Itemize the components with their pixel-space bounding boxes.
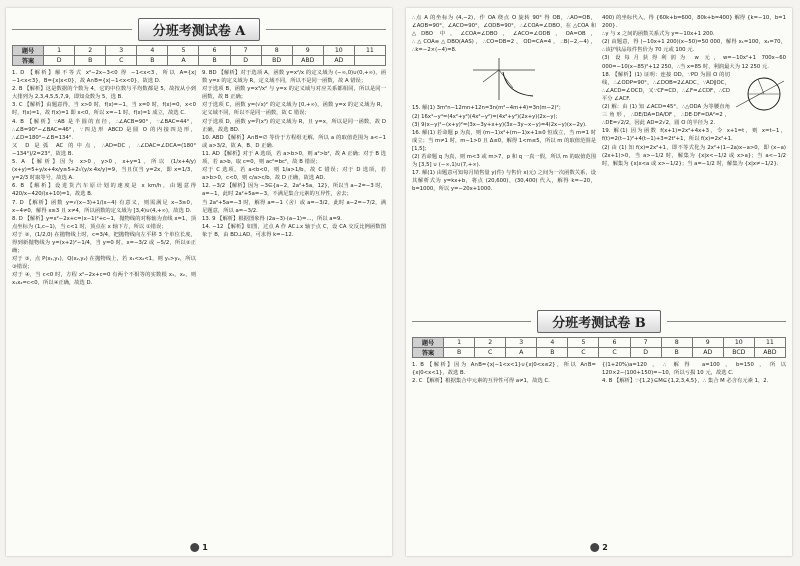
solution-paragraph: 11. AD 【解析】对于 A 选项，若 a>b>0，则 a²>b²，故 A 正确；对于 B 选项，若 a>b，取 c=0，则 ac²=bc²，故 B 错误；: [202, 150, 386, 166]
solution-paragraph: (3) 9(x−y)²−(x+y)²=(3x−3y+x+y)(3x−3y−x−y)=4(2x−y)(x−2y).: [412, 121, 587, 128]
radius-line: [758, 79, 764, 94]
solution-paragraph: 对于 C 选项，若 a<b<0，则 1/a>1/b，故 C 错误；对于 D 选项，若 a>b>0，c<0，则 c/a>c/b，故 D 正确，故选 AD.: [202, 167, 386, 182]
solution-paragraph: 13. 9 【解析】根据图象得 (2a−3)·(a−1)=…，所以 a=9.: [202, 215, 342, 222]
solution-paragraph: 当 2a²+5a=−3 时，解得 a=−1（舍）或 a=−3/2，此时 a−2=−7/2，满足题意，所以 a=−3/2.: [202, 199, 386, 214]
solution-paragraph: 18. 【解析】(1) 证明：连接 OD，∵PD 为圆 O 的切线，∴∠ODP=90°，∴∠DOB=2∠ADC，∵AD∥OC，∴∠ACD=∠OCD，又∵CF=CD，∴∠F=∠CDF，∴CD 平分 ∠ACF.: [602, 71, 730, 102]
solution-paragraph: 19. 解(1) 因为函数 f(x+1)=2x²+4x+3，令 x+1=t，则 x=t−1，f(t)=2(t−1)²+4(t−1)+3=2t²+1，所以 f(x)=2x²+1.: [602, 128, 786, 143]
solution-paragraph: 5. A 【解析】因为 x>0，y>0，x+y=1，所以 (1/x+4/y)(x+y)=5+y/x+4x/y≥5+2√(y/x·4x/y)=9，当且仅当 y=2x，即 x=1/3，y=2/3 时取等号，故选 A.: [12, 159, 196, 182]
section-title: 分班考测试卷 B: [537, 310, 661, 333]
table-row: 题号 1 2 3 4 5 6 7 8 9 10 11: [13, 46, 386, 56]
solution-paragraph: (2) 若命题 q 为真，则 m<3 或 m>7，p 和 q 一真一假，所以 m 的取值范围为 [3,5] ∪ (−∞,1)∪(7,+∞).: [412, 154, 596, 169]
solution-paragraph: 9. BD 【解析】对于选项 A，函数 y=x²/x 的定义域为 (−∞,0)∪(0,+∞)，函数 y=x 的定义域为 R，定义域不同，所以不是同一函数，故 A 错误；: [202, 70, 386, 85]
page-number: 2: [590, 543, 608, 552]
table-row: 答案 D B C B A B D BD ABD AD: [13, 56, 386, 66]
solution-paragraph: 2. B 【解析】这是数据的个数为 4，它的中位数与平均数都是 5，故按从小到大排列为 2,3,4,5,5,7,9，即知众数为 5，选 B.: [12, 86, 196, 101]
table-row: 题号 1 2 3 4 5 6 7 8 9 10 11: [413, 338, 786, 348]
answer-table-b: [412, 337, 786, 358]
solution-paragraph: 对于选项 B，函数 y=x³/x² 与 y=x 的定义域与对应关系都相同，所以是同一函数，故 B 正确；: [202, 86, 386, 101]
solution-paragraph: 1. D 【解析】解不等式 x²−2x−3<0 得 −1<x<3，所以 A={x|−1<x<3}，B={x|x<0}，故 A∩B={x|−1<x<0}，故选 D.: [12, 70, 196, 85]
title-banner-b: [406, 310, 792, 333]
segment-line: [483, 70, 499, 82]
solution-paragraph: 10. ABD 【解析】A∩B=∅ 等价于方程组无解，所以 a 的取值范围为 a<−1 或 a>3/2，故 A、B、D 正确.: [202, 134, 386, 149]
solutions-right-top: [406, 8, 792, 306]
solutions-column: [412, 14, 596, 306]
solution-paragraph: 对于 ③，点 P(x₁,y₁)，Q(x₂,y₂) 在抛物线上，若 x₁<x₂<1，则 y₁>y₂，所以③错误；: [12, 256, 196, 271]
solution-paragraph: 15. 解(1) 3m²n−12mn+12n=3n(m²−4m+4)=3n(m−2)²；: [412, 105, 564, 112]
page-marker-icon: [190, 543, 199, 552]
solution-paragraph: 400) 的坐标代入，得 {60k+b=600，80k+b=400} 解得 {k=−10，b=1 200}.: [602, 15, 786, 30]
solution-paragraph: ∴y 与 x 之间的函数关系式为 y=−10x+1 200.: [602, 31, 715, 38]
solutions-column: [602, 361, 786, 385]
solutions-right-bottom: [406, 358, 792, 385]
solutions-column: [412, 361, 596, 385]
solution-paragraph: 对于 ②，(1/2,0) 在抛物线上时，c=3/4，把抛物线向左平移 3 个单位长度，得到新抛物线为 y=(x+2)²−1/4，当 y=0 时，x=−3/2 或 −5/2，所以②正确；: [12, 231, 196, 255]
solution-paragraph: 又 D 是弧 AC 的中点，∴AD=DC，∴∠DAC=∠DCA=(180°−134°)/2=23°，故选 B.: [12, 142, 196, 157]
answer-table-a: [12, 45, 386, 66]
segment-line: [499, 70, 513, 88]
solution-paragraph: (2) 解：由 (1) 知 ∠ACD=45°，∴△ODA 为等腰直角三角形，∴DE/DA=DA/DF，∴DE·DF=DA²=2，∴DE=√2/2，因此 AD=2√2，圆 O 的半径为 2.: [602, 104, 730, 127]
title-banner-a: [6, 18, 392, 41]
solution-paragraph: 7. D 【解析】函数 y=√(x−3)+1/(x−4) 有意义，则需满足 x−3≥0，x−4≠0，解得 x≥3 且 x≠4，所以函数的定义域为 [3,4)∪(4,+∞)，故选 D.: [12, 199, 196, 214]
circle-figure: [734, 73, 786, 115]
solution-paragraph: ∴点 A 的坐标为 (4,−2)，作 OA 绕点 O 旋转 90° 得 OB，∴AO=OB，∠AOB=90°，∠ACO=90°，∠ODB=90°，∴∠COA=∠DBO，在 △COA 和 △DBO 中，∠COA=∠DBO，∠ACO=∠ODB，OA=OB，∴△COA≌△DBO(AAS)，∴CO=DB=2，OD=CA=4，∴B(−2,−4)，∴k=−2×(−4)=8.: [412, 15, 596, 54]
solution-paragraph: (2) 由题意，得 (−10x+1 200)(x−50)=50 000，解得 x₁=100，x₂=70，∴该护肤品每件售价为 70 元或 100 元.: [602, 39, 786, 54]
solution-paragraph: 12. −3/2 【解析】因为 −3∈{a−2，2a²+5a，12}，所以当 a−2=−3 时，a=−1，此时 2a²+5a=−3，不满足集合元素的互异性，舍去；: [202, 183, 386, 198]
solution-paragraph: 6. B 【解析】设进货汽车原计划的速度是 x km/h，由题意得 420/x−420/(x+10)=1，故选 B.: [12, 183, 196, 198]
solution-paragraph: {(1+20%)a=120，∴ 解得 a=100，b=150，所以 120×2−(100+150)=−10，所以亏损 10 元，故选 C.: [602, 362, 786, 377]
page-right: [406, 8, 792, 556]
solution-paragraph: 3. C 【解析】由题意得，当 x>0 时，f(x)=−1，当 x=0 时，f(x)=0，x<0 时，f(x)=1，故 f(x)=1 即 x<0，所以 x=−1 时，f(x)=1 成立，故选 C.: [12, 102, 196, 117]
solution-paragraph: 8. D 【解析】y=x²−2x+c=(x−1)²+c−1，抛物线的对称轴为直线 x=1，顶点坐标为 (1,c−1)，当 c<1 时，顶点在 x 轴下方，所以 ①错误；: [12, 215, 196, 230]
solution-paragraph: 1. B 【解析】因为 A∩B={x|−1<x<1}∪{x|0<x≤2}，所以 A∩B={x|0<x<1}，故选 B.: [412, 362, 596, 377]
solution-paragraph: 4. B 【解析】∵AB 是半圆的直径，∴∠ACB=90°，∵∠BAC=44°，∴∠B=90°−∠BAC=46°，∵四边形 ABCD 是圆 O 的内接四边形，∴∠D=180°−∠B=134°.: [12, 118, 196, 141]
page-title: 分班考测试卷 A: [138, 18, 261, 41]
page-marker-icon: [590, 543, 599, 552]
solutions-column: [12, 69, 196, 288]
hyperbola-figure: [469, 56, 539, 102]
solution-paragraph: (3) 设每月获得利润为 w 元，w=−10x²+1 700x−60 000=−10(x−85)²+12 250，∴当 x=85 时，利润最大为 12 250 元.: [602, 55, 786, 70]
solution-paragraph: 对于选项 D，函数 y=∛(x³) 的定义域为 R，且 y=x，所以是同一函数，故 D 正确，故选 BD.: [202, 118, 386, 133]
solutions-column: [602, 14, 786, 306]
solution-paragraph: (2) 16x⁴−y⁴=(4x²+y²)(4x²−y²)=(4x²+y²)(2x+y)(2x−y)；: [412, 113, 561, 120]
solution-paragraph: 14. −12 【解析】如图，过点 A 作 AC⊥x 轴于点 C，设 CA 交反比例函数图象于 B，由 BD⊥AD，可求得 k=−12.: [202, 223, 386, 238]
solutions-left: [6, 66, 392, 288]
solution-paragraph: (2) 由 (1) 知 f(x)=2x²+1，即不等式化为 2x²+(1−2a)x−a>0，即 (x−a)(2x+1)>0，当 a>−1/2 时，解集为 {x|x<−1/2 或 x>a}；当 a<−1/2 时，解集为 {x|x<a 或 x>−1/2}；当 a=−1/2 时，解集为 {x|x≠−1/2}.: [602, 144, 786, 167]
solution-paragraph: 4. B 【解析】∵{1,2}⊆M⊆{1,2,3,4,5}，∴ 集合 M 必含有元素 1，2.: [602, 378, 769, 385]
page-left: [6, 8, 392, 556]
solution-paragraph: 2. C 【解析】根据集合中元素的互异性可得 a≠1，故选 C.: [412, 378, 550, 385]
solution-paragraph: 对于 ④，当 c<0 时，方程 x²−2x+c=0 有两个不相等的实数根 x₁，x₂，则 x₁x₂=c<0，所以④正确，故选 D.: [12, 272, 196, 287]
solution-paragraph: 17. 解(1) 由题意可知每月销售量 y(件) 与售价 x(元) 之间为一次函数关系，设其解析式为 y=kx+b，将点 (20,600)，(30,400) 代入，解得 k=−20，b=1000，所以 y=−20x+1000.: [412, 170, 596, 193]
solution-paragraph: 16. 解(1) 若命题 p 为真，则 (m−1)x²+(m−1)x+1≥0 恒成立，当 m=1 时成立；当 m≠1 时，m−1>0 且 Δ≤0，解得 1<m≤5，所以 m 的取值范围是 [1,5]；: [412, 129, 596, 152]
solution-paragraph: 对于选项 C，函数 y=(√x)² 的定义域为 [0,+∞)，函数 y=x 的定义域为 R，定义域不同，所以不是同一函数，故 C 错误；: [202, 102, 386, 117]
curve-line: [503, 72, 533, 96]
table-row: 答案 B C A B C C D B AD BCD ABD: [413, 348, 786, 358]
solutions-column: [202, 69, 386, 288]
page-number: 1: [190, 543, 208, 552]
